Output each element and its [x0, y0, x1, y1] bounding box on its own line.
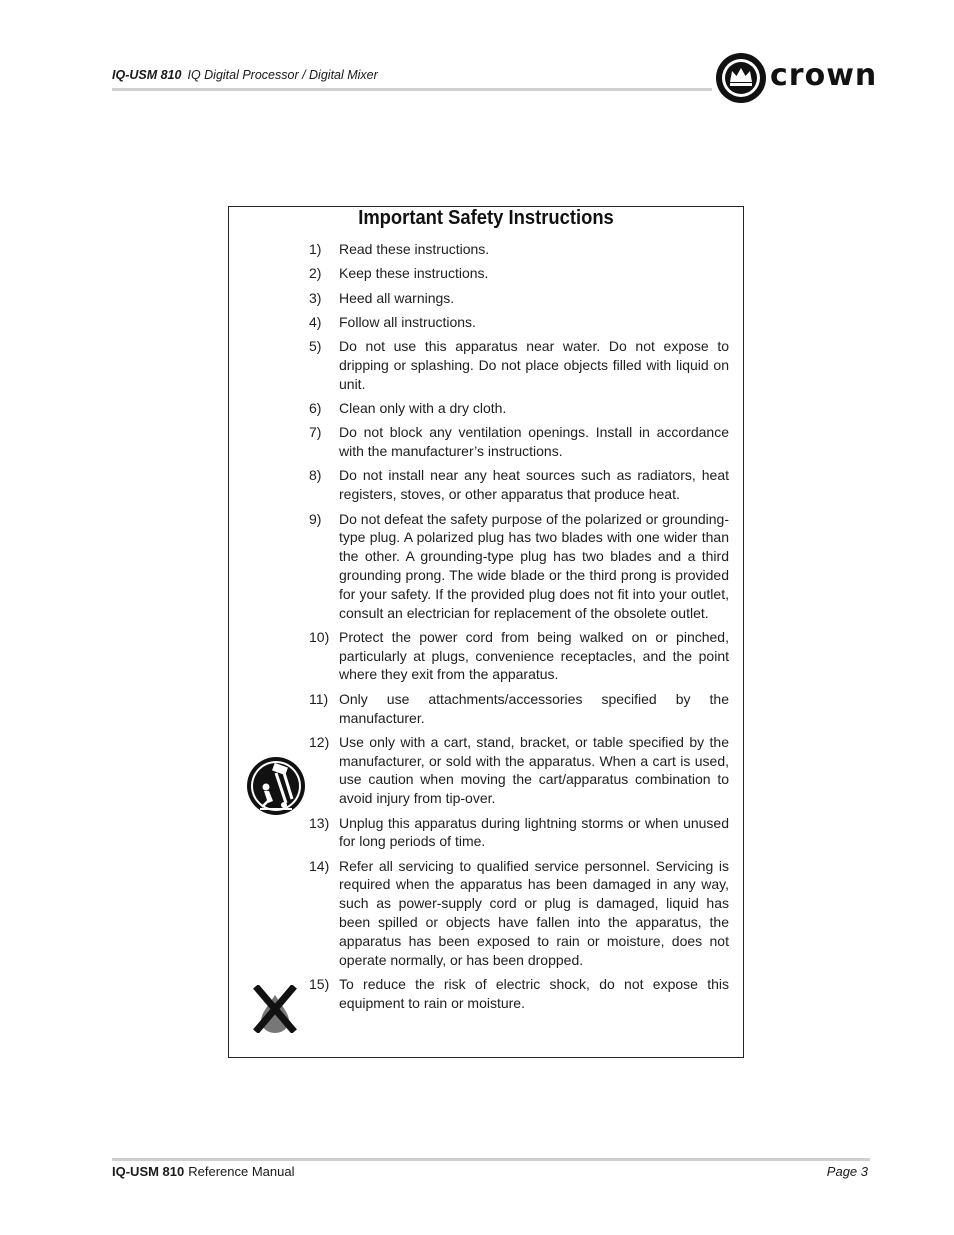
header-subtitle: IQ Digital Processor / Digital Mixer: [187, 68, 378, 82]
item-text: Use only with a cart, stand, bracket, or table specified by the manufacturer, or sold with the apparatus. When a cart is used, use caution when moving the cart/apparatus combination to avoid injury from tip-over.: [339, 733, 729, 807]
item-text: Do not block any ventilation openings. Install in accordance with the manufacturer’s instructions.: [339, 424, 729, 460]
header-rule: [112, 88, 712, 91]
running-footer: [112, 1164, 294, 1179]
item-text: Unplug this apparatus during lightning storms or when unused for long periods of time.: [339, 814, 729, 850]
item-text: Do not use this apparatus near water. Do not expose to dripping or splashing. Do not place objects filled with liquid on unit.: [339, 338, 729, 392]
item-number: 8): [309, 467, 322, 484]
item-number: 13): [309, 814, 330, 831]
list-item: [309, 240, 729, 259]
item-text: To reduce the risk of electric shock, do not expose this equipment to rain or moisture.: [339, 975, 729, 1011]
item-text: Keep these instructions.: [339, 265, 489, 282]
footer-model: IQ-USM 810: [112, 1164, 185, 1179]
list-item: [309, 628, 729, 684]
header-model: IQ-USM 810: [112, 68, 182, 82]
item-number: 6): [309, 400, 322, 417]
item-text: Heed all warnings.: [339, 289, 455, 306]
crown-logo-icon: [714, 51, 768, 105]
list-item: [309, 337, 729, 393]
item-number: 4): [309, 313, 322, 330]
list-item: [309, 466, 729, 504]
rain-moisture-warning-icon: [253, 985, 297, 1033]
list-item: [309, 857, 729, 970]
list-item: [309, 814, 729, 852]
item-text: Clean only with a dry cloth.: [339, 400, 507, 417]
list-item: [309, 289, 729, 308]
list-item: [309, 423, 729, 461]
page-number: Page 3: [826, 1164, 868, 1179]
list-item: [309, 975, 729, 1013]
item-number: 15): [309, 975, 330, 992]
item-number: 3): [309, 289, 322, 306]
item-text: Follow all instructions.: [339, 313, 476, 330]
item-number: 2): [309, 265, 322, 282]
item-text: Protect the power cord from being walked on or pinched, particularly at plugs, convenience receptacles, and the point where they exit from the apparatus.: [339, 628, 729, 683]
item-number: 1): [309, 241, 322, 257]
list-item: [309, 313, 729, 332]
footer-doc: Reference Manual: [188, 1164, 295, 1179]
item-number: 14): [309, 857, 330, 874]
item-number: 9): [309, 510, 322, 527]
item-text: Only use attachments/accessories specified by the manufacturer.: [339, 690, 729, 726]
item-number: 10): [309, 628, 330, 645]
list-item: [309, 690, 729, 728]
cart-tipover-warning-icon: [246, 755, 306, 817]
list-item: [309, 733, 729, 808]
item-text: Do not defeat the safety purpose of the polarized or grounding-type plug. A polarized plug has two blades with one wider than the other. A grounding-type plug has two blades and a third grounding prong. The wide blade or the third prong is provided for your safety. If the provided plug does not fit into your outlet, consult an electrician for replacement of the obsolete outlet.: [339, 510, 729, 621]
item-text: Refer all servicing to qualified service personnel. Servicing is required when the apparatus has been damaged in any way, such as power-supply cord or plug is damaged, liquid has been spilled or objects have fallen into the apparatus, the apparatus has been exposed to rain or moisture, does not operate normally, or has been dropped.: [339, 857, 729, 968]
safety-title: Important Safety Instructions: [358, 207, 614, 229]
safety-list: [309, 240, 729, 1018]
crown-logo-wordmark: crown: [770, 58, 878, 93]
list-item: [309, 264, 729, 283]
item-number: 7): [309, 424, 322, 441]
footer-rule: [112, 1158, 870, 1161]
running-header: [112, 68, 378, 82]
item-number: 12): [309, 733, 330, 750]
safety-instructions-box: [228, 206, 744, 1058]
list-item: [309, 399, 729, 418]
item-text: Do not install near any heat sources such as radiators, heat registers, stoves, or other apparatus that produce heat.: [339, 467, 729, 503]
list-item: [309, 510, 729, 623]
item-text: Read these instructions.: [339, 241, 490, 257]
item-number: 11): [309, 690, 329, 707]
item-number: 5): [309, 338, 322, 355]
